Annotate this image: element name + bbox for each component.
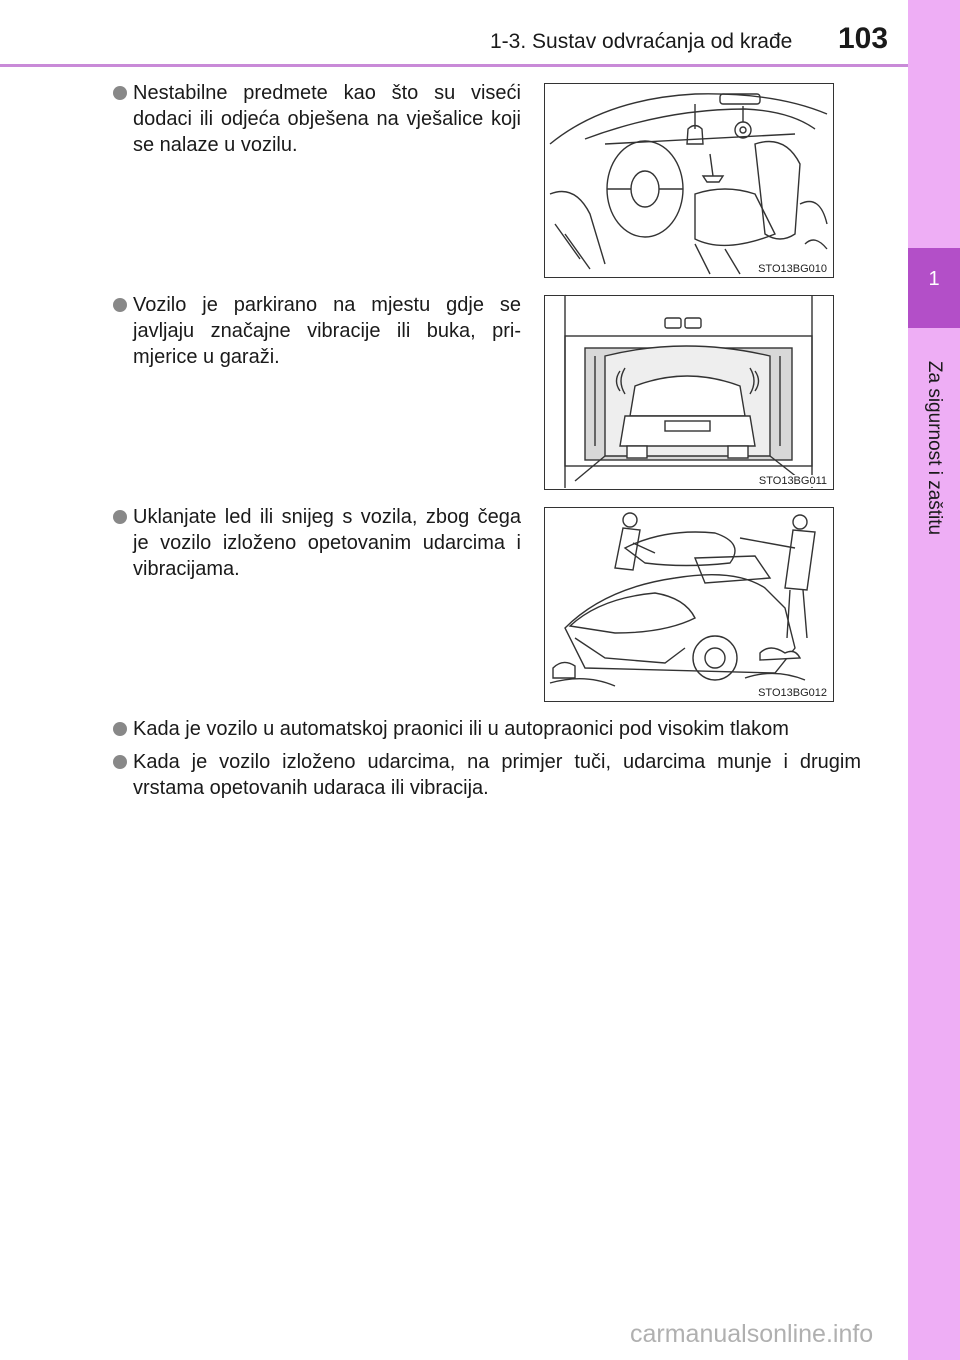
list-item — [113, 716, 861, 742]
chapter-side-tab — [908, 0, 960, 1360]
bullet-dot-icon — [113, 86, 127, 100]
figure-code: STO13BG010 — [758, 263, 827, 275]
list-item-text: Nestabilne predmete kao što su viseći dodaci ili odjeća obješena na vješalice koji se nalaze u vozilu. — [133, 82, 521, 156]
chapter-title: Za sigurnost i zaštitu — [924, 360, 945, 536]
bullet-dot-icon — [113, 298, 127, 312]
list-item-text: Vozilo je parkirano na mjestu gdje se javljaju značajne vibracije ili buka, pri-mjerice u garaži. — [133, 294, 521, 368]
car-interior-illustration — [545, 84, 832, 276]
list-item — [113, 749, 861, 801]
figure-hanging-items — [544, 83, 834, 278]
snow-removal-illustration — [545, 508, 832, 700]
bullet-dot-icon — [113, 755, 127, 769]
figure-snow-removal — [544, 507, 834, 702]
list-item — [113, 292, 521, 370]
bullet-dot-icon — [113, 722, 127, 736]
list-item-text: Kada je vozilo izloženo udarcima, na primjer tuči, udarcima munje i drugim vrstama opetovanih udaraca ili vibracija. — [133, 751, 861, 799]
header-divider — [0, 64, 908, 67]
figure-code: STO13BG011 — [758, 475, 827, 487]
garage-illustration — [545, 296, 832, 488]
figure-garage — [544, 295, 834, 490]
section-title: 1-3. Sustav odvraćanja od krađe — [490, 30, 793, 53]
bullet-dot-icon — [113, 510, 127, 524]
list-item — [113, 80, 521, 158]
list-item-text: Uklanjate led ili snijeg s vozila, zbog čega je vozilo izloženo opetovanim udarcima i vibracijama. — [133, 506, 521, 580]
list-item — [113, 504, 521, 582]
chapter-number: 1 — [928, 268, 940, 290]
figure-code: STO13BG012 — [758, 687, 827, 699]
list-item-text: Kada je vozilo u automatskoj praonici ili u autopraonici pod visokim tlakom — [133, 718, 789, 740]
watermark[interactable]: carmanualsonline.info — [630, 1320, 874, 1348]
page-number: 103 — [838, 22, 889, 55]
